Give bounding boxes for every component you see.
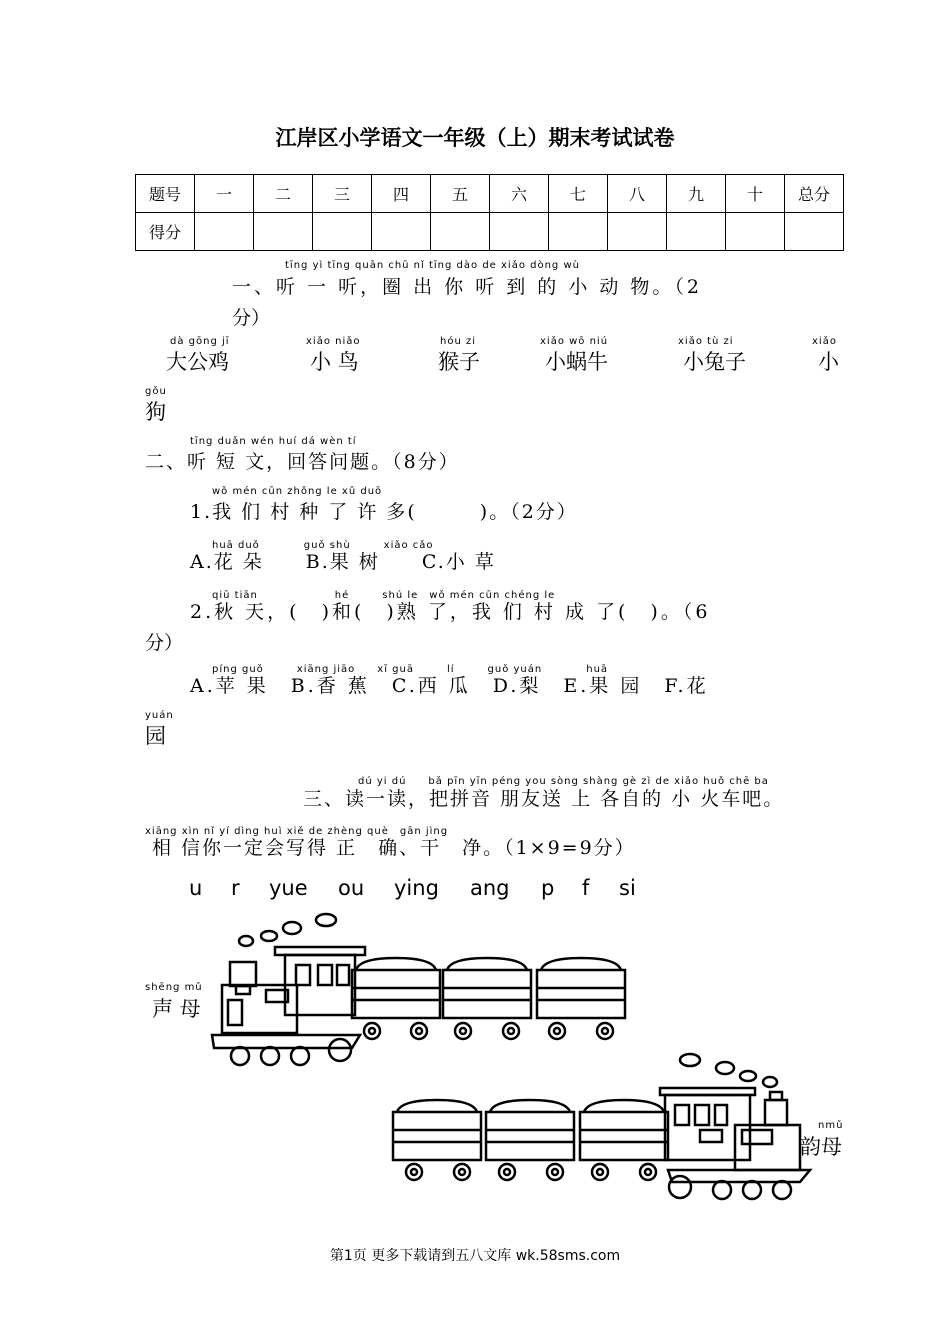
q1-item: 小蜗牛 <box>545 350 608 374</box>
q1-item-pinyin: xiǎo niǎo <box>306 336 361 347</box>
train1-label: 声 母 <box>152 993 201 1023</box>
table-cell: 九 <box>667 175 726 213</box>
pinyin-letter: u <box>189 876 203 900</box>
table-cell: 总分 <box>785 175 844 213</box>
table-cell: 六 <box>490 175 549 213</box>
q2-heading: 二、听 短 文，回答问题。（8分） <box>145 451 460 473</box>
q2-question-1-options: A.花 朵 B.果 树 C.小 草 <box>190 551 496 573</box>
q2-pinyin: tīng duǎn wén huí dá wèn tí <box>190 436 357 447</box>
q1-item-pinyin: xiǎo <box>812 336 837 347</box>
table-cell: 一 <box>195 175 254 213</box>
q3-line2-pinyin: xiāng xìn nǐ yí dìng huì xiě de zhèng què gān jìng <box>145 826 449 837</box>
q2-s2-options-pinyin: píng guǒ xiāng jiāo xī guā lí guǒ yuán huā <box>212 664 609 675</box>
pinyin-letter: ou <box>338 876 365 900</box>
q2-s2-pinyin: qiū tiān hé shú le wǒ mén cūn chéng le <box>212 590 556 601</box>
q3-heading: 三、读一读，把拼音 朋友送 上 各自的 小 火车吧。 <box>303 788 785 810</box>
train1-pinyin: shēng mǔ <box>145 982 203 993</box>
page-footer: 第1页 更多下载请到五八文库 wk.58sms.com <box>329 1248 621 1264</box>
q1-item: 小 <box>818 350 839 374</box>
table-cell: 八 <box>608 175 667 213</box>
q2-wrap-item: 园 <box>145 724 166 748</box>
q1-wrap-item: 狗 <box>145 400 166 424</box>
q1-heading-cont: 分） <box>232 307 271 329</box>
table-cell: 得分 <box>136 213 195 251</box>
q2-question-2-options: A.苹 果 B.香 蕉 C.西 瓜 D.梨 E.果 园 F.花 <box>190 675 709 697</box>
q1-item: 猴子 <box>438 350 480 374</box>
table-cell: 二 <box>254 175 313 213</box>
q3-line2: 相 信你一定会写得 正 确、干 净。（1×9=9分） <box>152 837 636 859</box>
q3-pinyin: dú yi dú bǎ pīn yīn péng you sòng shàng gè zì de xiǎo huǒ chē ba <box>358 776 769 787</box>
pinyin-letter: f <box>582 876 590 900</box>
table-cell: 三 <box>313 175 372 213</box>
q1-pinyin: tīng yì tīng quān chū nǐ tīng dào de xiǎo dòng wù <box>285 260 580 271</box>
q1-item-pinyin: xiǎo tù zi <box>678 336 734 347</box>
q1-item-pinyin: dà gōng jī <box>170 336 230 347</box>
q1-heading: 一、听 一 听，圈 出 你 听 到 的 小 动 物。（2 <box>232 276 702 298</box>
pinyin-letter: p <box>541 876 555 900</box>
pinyin-letter: r <box>231 876 240 900</box>
pinyin-letter: ang <box>470 876 510 900</box>
table-cell: 题号 <box>136 175 195 213</box>
q1-item: 小 鸟 <box>310 350 359 374</box>
q2-s1-options-pinyin: huā duǒ guǒ shù xiǎo cǎo <box>212 540 434 551</box>
table-cell: 四 <box>372 175 431 213</box>
q1-item: 大公鸡 <box>166 350 229 374</box>
table-cell: 七 <box>549 175 608 213</box>
q2-wrap-pinyin: yuán <box>145 710 174 721</box>
table-cell: 十 <box>726 175 785 213</box>
train2-label: 韵母 <box>800 1135 842 1159</box>
q2-question-2-cont: 分） <box>145 632 184 654</box>
pinyin-letter: yue <box>269 876 308 900</box>
pinyin-letter: si <box>619 876 636 900</box>
q2-question-2: 2.秋 天，( )和( )熟 了，我 们 村 成 了( )。（6 <box>190 601 711 623</box>
q2-question-1: 1.我 们 村 种 了 许 多( )。（2分） <box>190 501 578 523</box>
q1-item: 小兔子 <box>683 350 746 374</box>
train2-pinyin: nmǔ <box>818 1120 844 1131</box>
pinyin-letter: ying <box>394 876 439 900</box>
q1-wrap-pinyin: gǒu <box>145 386 167 397</box>
table-cell: 五 <box>431 175 490 213</box>
page-title: 江岸区小学语文一年级（上）期末考试试卷 <box>275 126 675 150</box>
q2-s1-pinyin: wǒ mén cūn zhǒng le xǔ duō <box>212 486 383 497</box>
q1-item-pinyin: xiǎo wō niú <box>540 336 609 347</box>
q1-item-pinyin: hóu zi <box>440 336 476 347</box>
